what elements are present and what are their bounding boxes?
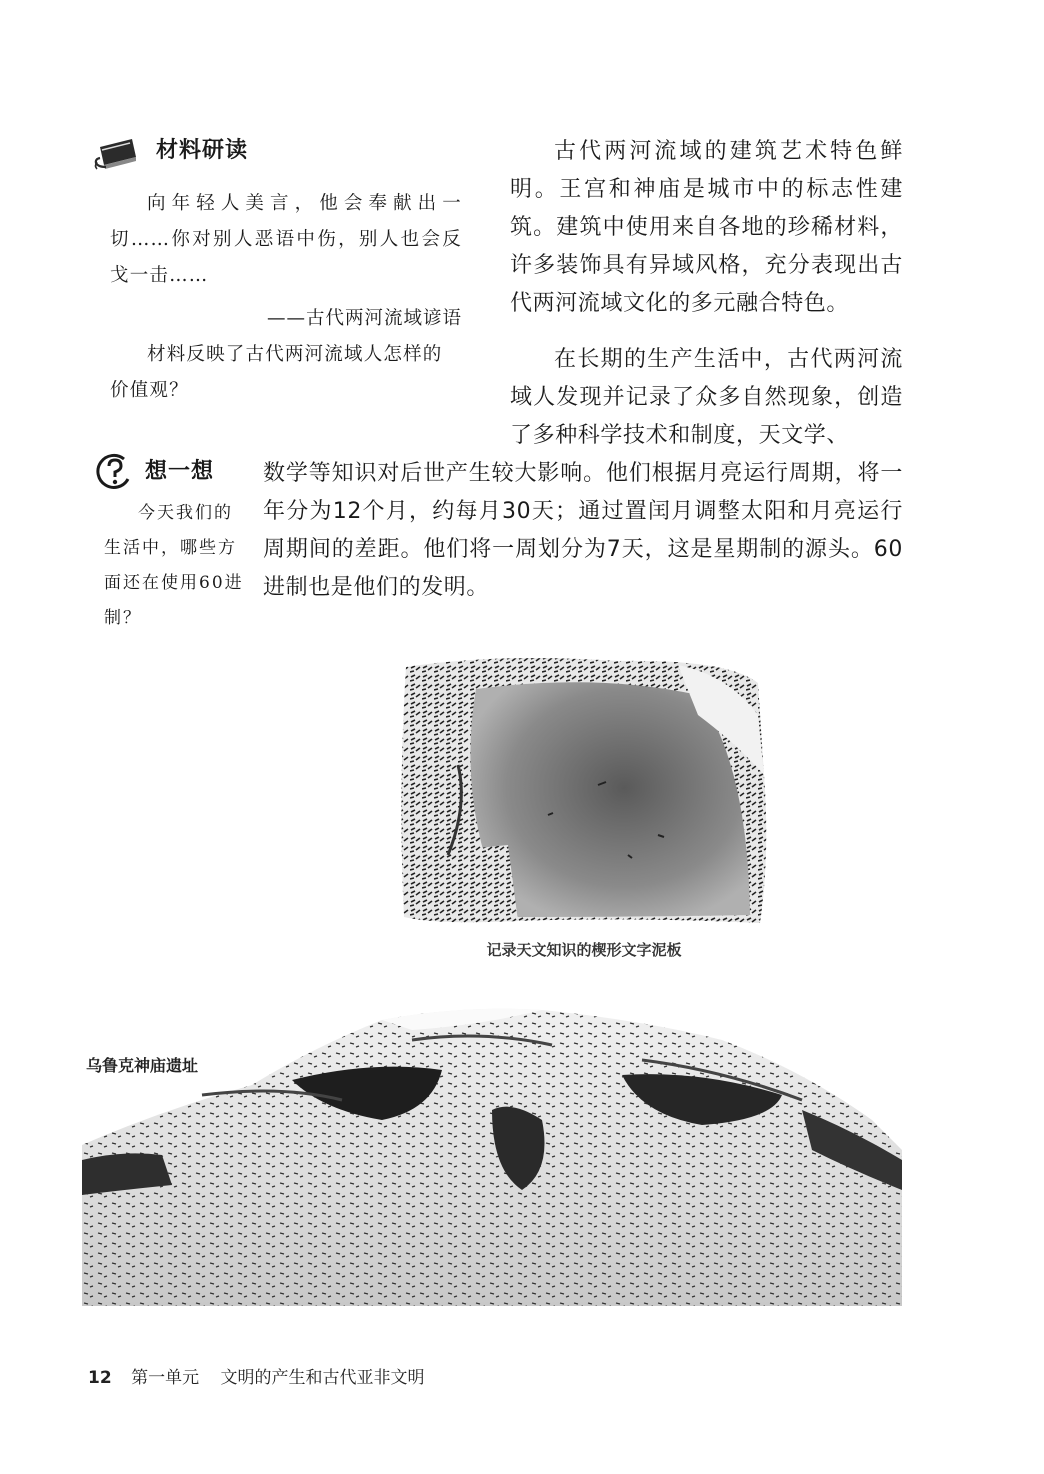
paragraph-architecture: 古代两河流域的建筑艺术特色鲜明。王宫和神庙是城市中的标志性建筑。建筑中使用来自各地的珍稀材料，许多装饰具有异域风格，充分表现出古代两河流域文化的多元融合特色。: [510, 139, 903, 316]
material-question: 材料反映了古代两河流域人怎样的价值观？: [110, 344, 443, 401]
uruk-temple-ruins-photo: [82, 1000, 902, 1306]
unit-label: 第一单元: [131, 1368, 200, 1388]
ziggurat-caption: 乌鲁克神庙遗址: [86, 1056, 199, 1075]
paragraph-science-bottom: 数学等知识对后世产生较大影响。他们根据月亮运行周期，将一年分为12个月，约每月30天；通过置闰月调整太阳和月亮运行周期间的差距。他们将一周划分为7天，这是星期制的源头。60进制也是他们的发明。: [263, 461, 903, 600]
paragraph-science-top: 在长期的生产生活中，古代两河流域人发现并记录了众多自然现象，创造了多种科学技术和制度，天文学、: [510, 347, 903, 448]
unit-title: 文明的产生和古代亚非文明: [220, 1368, 425, 1388]
question-icon: [94, 451, 134, 491]
material-quote: 向年轻人美言，他会奉献出一切……你对别人恶语中伤，别人也会反戈一击……: [110, 193, 462, 286]
page-footer: [88, 1363, 424, 1388]
material-reading-title: 材料研读: [156, 138, 249, 163]
think-title: 想一想: [145, 459, 215, 484]
tablet-caption: 记录天文知识的楔形文字泥板: [486, 941, 682, 959]
material-source: ——古代两河流域谚语: [266, 308, 462, 329]
page-number: 12: [88, 1368, 112, 1388]
think-question: 今天我们的生活中，哪些方面还在使用60进制？: [104, 503, 244, 628]
cuneiform-tablet-photo: [398, 655, 770, 930]
book-icon: [92, 133, 140, 173]
